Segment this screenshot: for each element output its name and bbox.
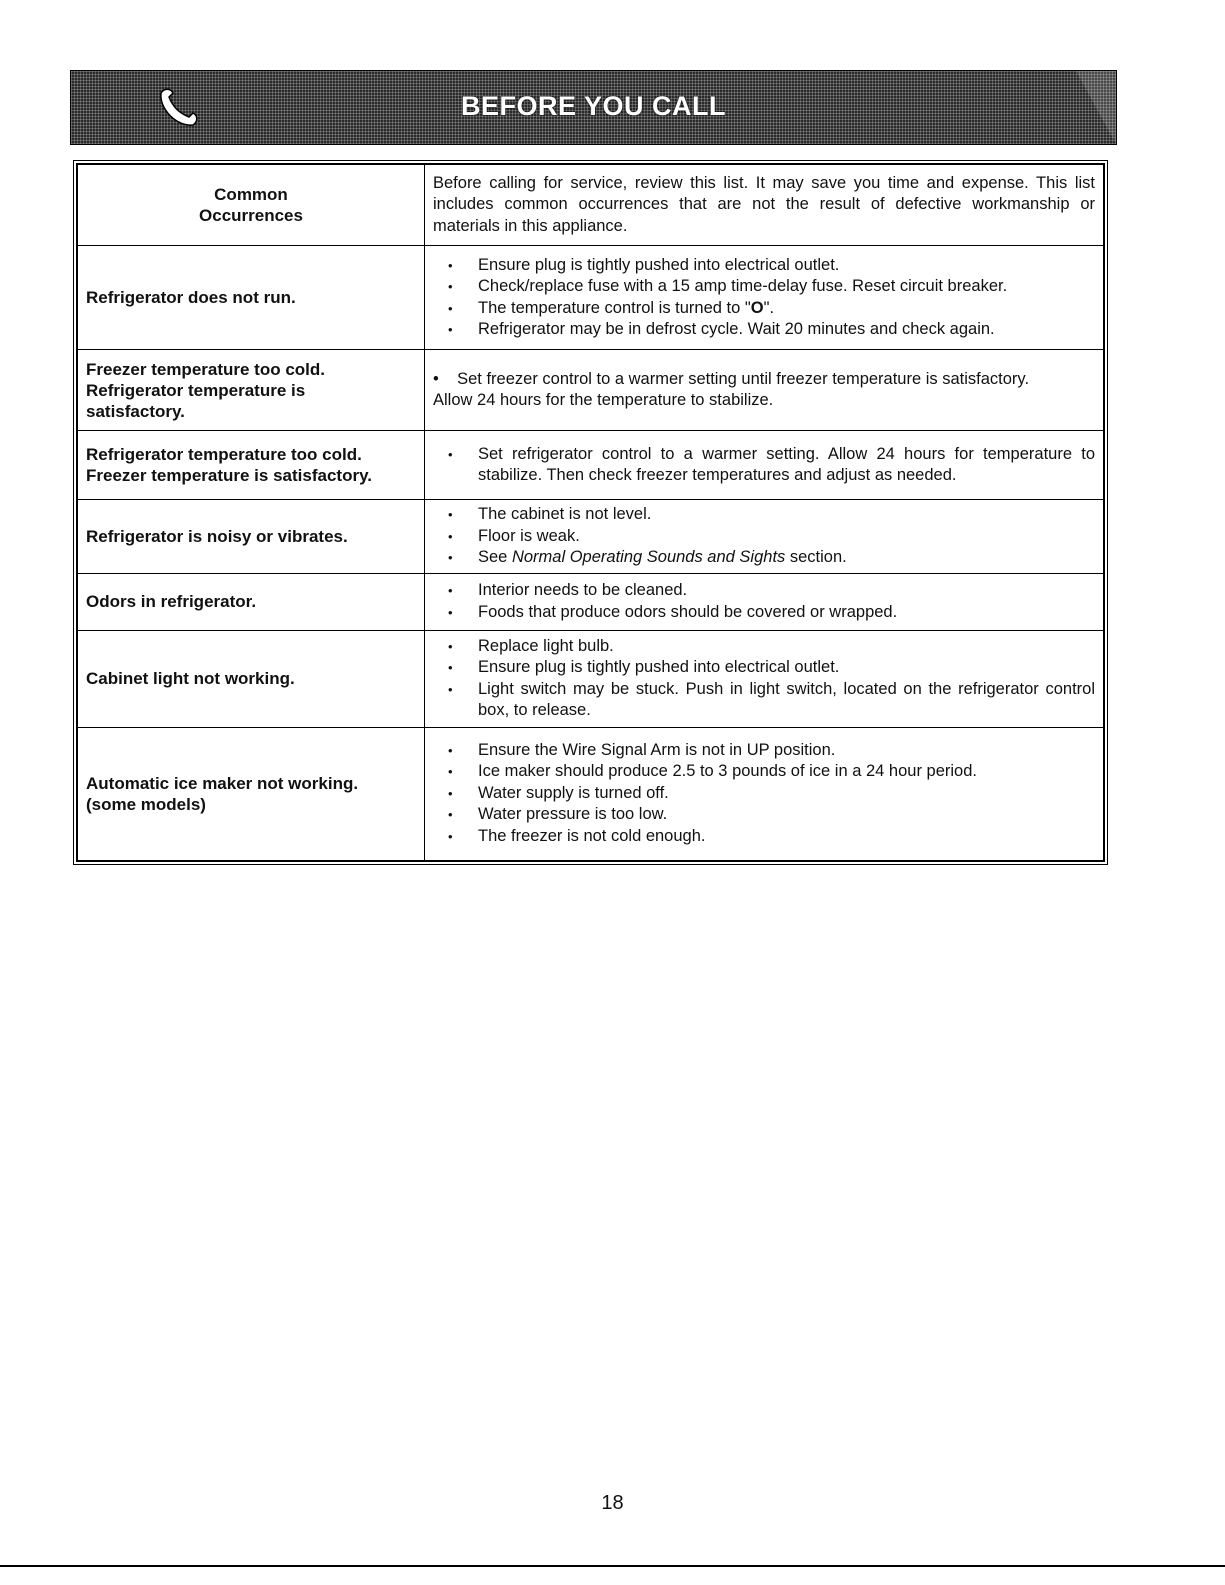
solution-item: • Water pressure is too low.: [478, 804, 1095, 826]
header-line-2: Occurrences: [199, 206, 303, 225]
header-line-1: Common: [214, 185, 288, 204]
solution-item: • Interior needs to be cleaned.: [478, 580, 1095, 602]
section-banner: [70, 70, 1117, 145]
problem-cell: Refrigerator temperature too cold. Freezer temperature is satisfactory.: [78, 431, 425, 500]
header-intro: Before calling for service, review this list. It may save you time and expense. This list includes common occurrences that are not the result of defective workmanship or materials in this appliance.: [425, 165, 1104, 246]
solution-cell: [425, 500, 1104, 574]
solution-item: • Refrigerator may be in defrost cycle. Wait 20 minutes and check again.: [478, 319, 1095, 341]
solution-item: • The temperature control is turned to "O".: [478, 298, 1095, 320]
page-number: 18: [601, 1492, 624, 1514]
problem-cell: Cabinet light not working.: [78, 630, 425, 727]
solution-item: • Floor is weak.: [478, 526, 1095, 548]
table-row: [78, 350, 1104, 431]
header-common-occurrences: [78, 165, 425, 246]
table-row: [78, 573, 1104, 630]
problem-cell: Odors in refrigerator.: [78, 573, 425, 630]
solution-cell: [425, 431, 1104, 500]
table-header-row: [78, 165, 1104, 246]
solution-item: • Replace light bulb.: [478, 636, 1095, 658]
solution-cell: [425, 727, 1104, 860]
table-row: [78, 630, 1104, 727]
problem-cell: Freezer temperature too cold. Refrigerator temperature is satisfactory.: [78, 350, 425, 431]
solution-item: • Water supply is turned off.: [478, 783, 1095, 805]
page-bottom-rule: [0, 1565, 1225, 1567]
solution-item: • Foods that produce odors should be covered or wrapped.: [478, 602, 1095, 624]
solution-item: • Ensure plug is tightly pushed into electrical outlet.: [478, 255, 1095, 277]
solution-cell: [425, 573, 1104, 630]
solution-cell: [425, 350, 1104, 431]
solution-item: • Ensure the Wire Signal Arm is not in UP position.: [478, 740, 1095, 762]
table-row: [78, 500, 1104, 574]
table-row: [78, 431, 1104, 500]
troubleshooting-table: [73, 160, 1108, 865]
solution-item: • The cabinet is not level.: [478, 504, 1095, 526]
banner-corner-decoration: [1076, 71, 1116, 144]
banner-title: BEFORE YOU CALL: [460, 91, 726, 121]
solution-item: • The freezer is not cold enough.: [478, 826, 1095, 848]
solution-item: • Check/replace fuse with a 15 amp time-delay fuse. Reset circuit breaker.: [478, 276, 1095, 298]
solution-item: • Ice maker should produce 2.5 to 3 pounds of ice in a 24 hour period.: [478, 761, 1095, 783]
problem-cell: Refrigerator is noisy or vibrates.: [78, 500, 425, 574]
table-row: [78, 246, 1104, 350]
solution-item: • Ensure plug is tightly pushed into electrical outlet.: [478, 657, 1095, 679]
solution-item: • See Normal Operating Sounds and Sights section.: [478, 547, 1095, 569]
solution-cell: [425, 630, 1104, 727]
problem-cell: Automatic ice maker not working. (some models): [78, 727, 425, 860]
solution-item: • Light switch may be stuck. Push in light switch, located on the refrigerator control box, to release.: [478, 679, 1095, 722]
solution-item: • Set freezer control to a warmer setting until freezer temperature is satisfactory. Allow 24 hours for the temperature to stabilize.: [433, 369, 1030, 409]
problem-cell: Refrigerator does not run.: [78, 246, 425, 350]
solution-item: • Set refrigerator control to a warmer setting. Allow 24 hours for temperature to stabilize. Then check freezer temperatures and adjust as needed.: [478, 444, 1095, 487]
solution-cell: [425, 246, 1104, 350]
table-row: [78, 727, 1104, 860]
